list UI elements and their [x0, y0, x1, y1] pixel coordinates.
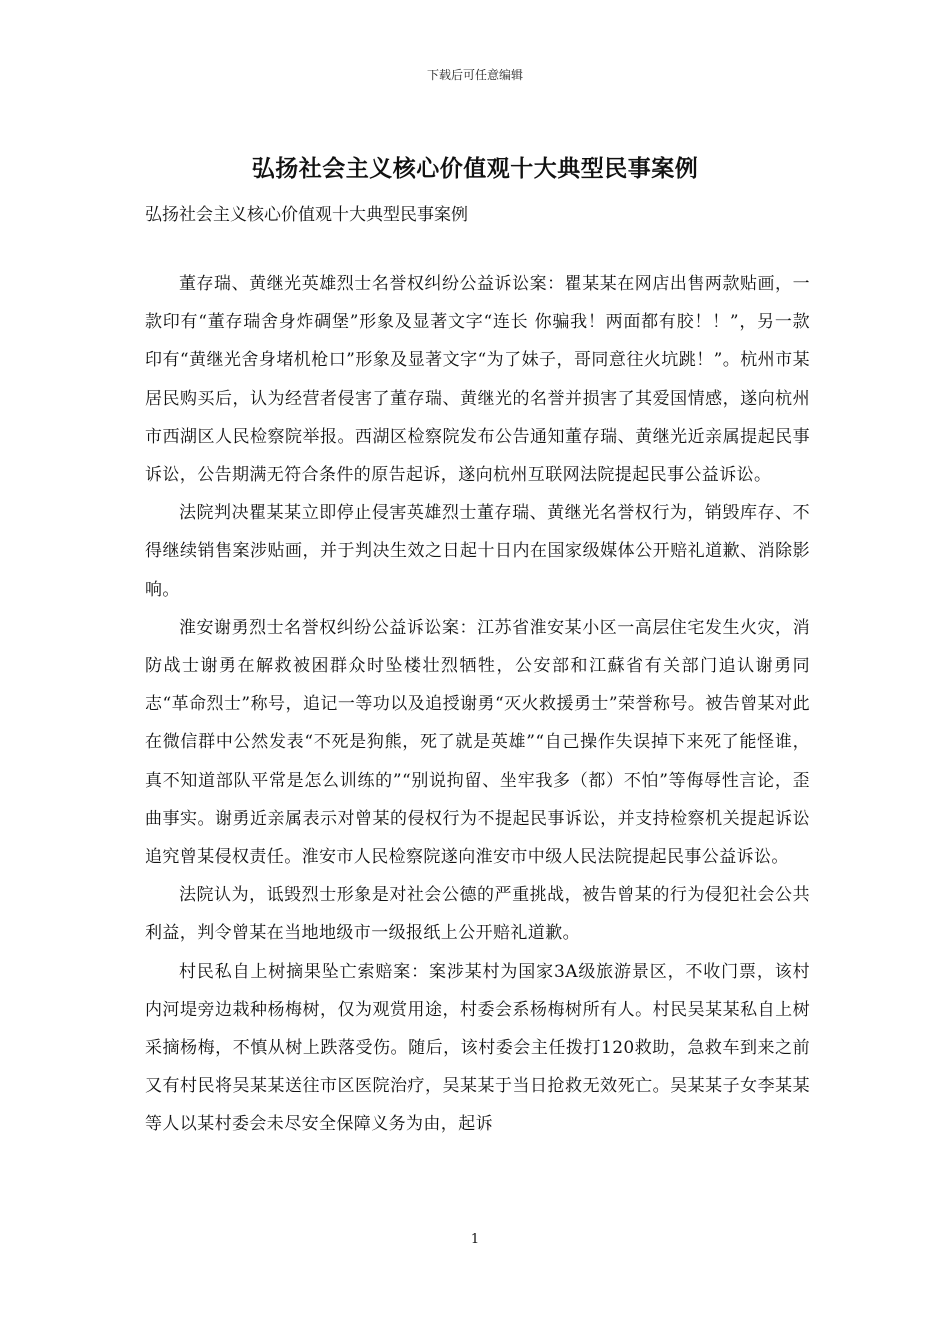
document-title: 弘扬社会主义核心价值观十大典型民事案例: [251, 155, 699, 182]
paragraph-case-1-ruling: 法院判决瞿某某立即停止侵害英雄烈士董存瑞、黄继光名誉权行为，销毁库存、不得继续销售案涉贴画，并于判决生效之日起十日内在国家级媒体公开赔礼道歉、消除影响。: [145, 503, 810, 600]
paragraph-case-1: 董存瑞、黄继光英雄烈士名誉权纠纷公益诉讼案：瞿某某在网店出售两款贴画，一款印有“董存瑞舍身炸碉堡”形象及显著文字“连长 你骗我！两面都有胶！！”，另一款印有“黄继光舍身堵机枪口”形象及显著文字“为了妹子，哥同意往火坑跳！”。杭州市某居民购买后，认为经营者侵害了董存瑞、黄继光的名誉并损害了其爱国情感，遂向杭州市西湖区人民检察院举报。西湖区检察院发布公告通知董存瑞、黄继光近亲属提起民事诉讼，公告期满无符合条件的原告起诉，遂向杭州互联网法院提起民事公益诉讼。: [145, 274, 810, 486]
paragraph-case-2: 淮安谢勇烈士名誉权纠纷公益诉讼案：江苏省淮安某小区一高层住宅发生火灾，消防战士谢勇在解救被困群众时坠楼壮烈牺牲，公安部和江蘇省有关部门追认谢勇同志“革命烈士”称号，追记一等功以及追授谢勇“灭火救援勇士”荣誉称号。被告曾某对此在微信群中公然发表“不死是狗熊，死了就是英雄”“自己操作失误掉下来死了能怪谁，真不知道部队平常是怎么训练的”“别说拘留、坐牢我多（都）不怕”等侮辱性言论，歪曲事实。谢勇近亲属表示对曾某的侵权行为不提起民事诉讼，并支持检察机关提起诉讼追究曾某侵权责任。淮安市人民检察院遂向淮安市中级人民法院提起民事公益诉讼。: [145, 617, 810, 868]
document-body: [145, 265, 810, 1144]
document-subtitle: 弘扬社会主义核心价值观十大典型民事案例: [145, 205, 468, 225]
page-header-note: 下载后可任意编辑: [426, 68, 523, 82]
paragraph-case-2-ruling: 法院认为，诋毁烈士形象是对社会公德的严重挑战，被告曾某的行为侵犯社会公共利益，判令曾某在当地地级市一级报纸上公开赔礼道歉。: [145, 885, 810, 944]
page-number: 1: [470, 1232, 480, 1247]
paragraph-case-3: 村民私自上树摘果坠亡索赔案：案涉某村为国家3A级旅游景区，不收门票，该村内河堤旁边栽种杨梅树，仅为观赏用途，村委会系杨梅树所有人。村民吴某某私自上树采摘杨梅，不慎从树上跌落受伤。随后，该村委会主任拨打120救助，急救车到来之前又有村民将吴某某送往市区医院治疗，吴某某于当日抢救无效死亡。吴某某子女李某某等人以某村委会未尽安全保障义务为由，起诉: [145, 961, 810, 1135]
